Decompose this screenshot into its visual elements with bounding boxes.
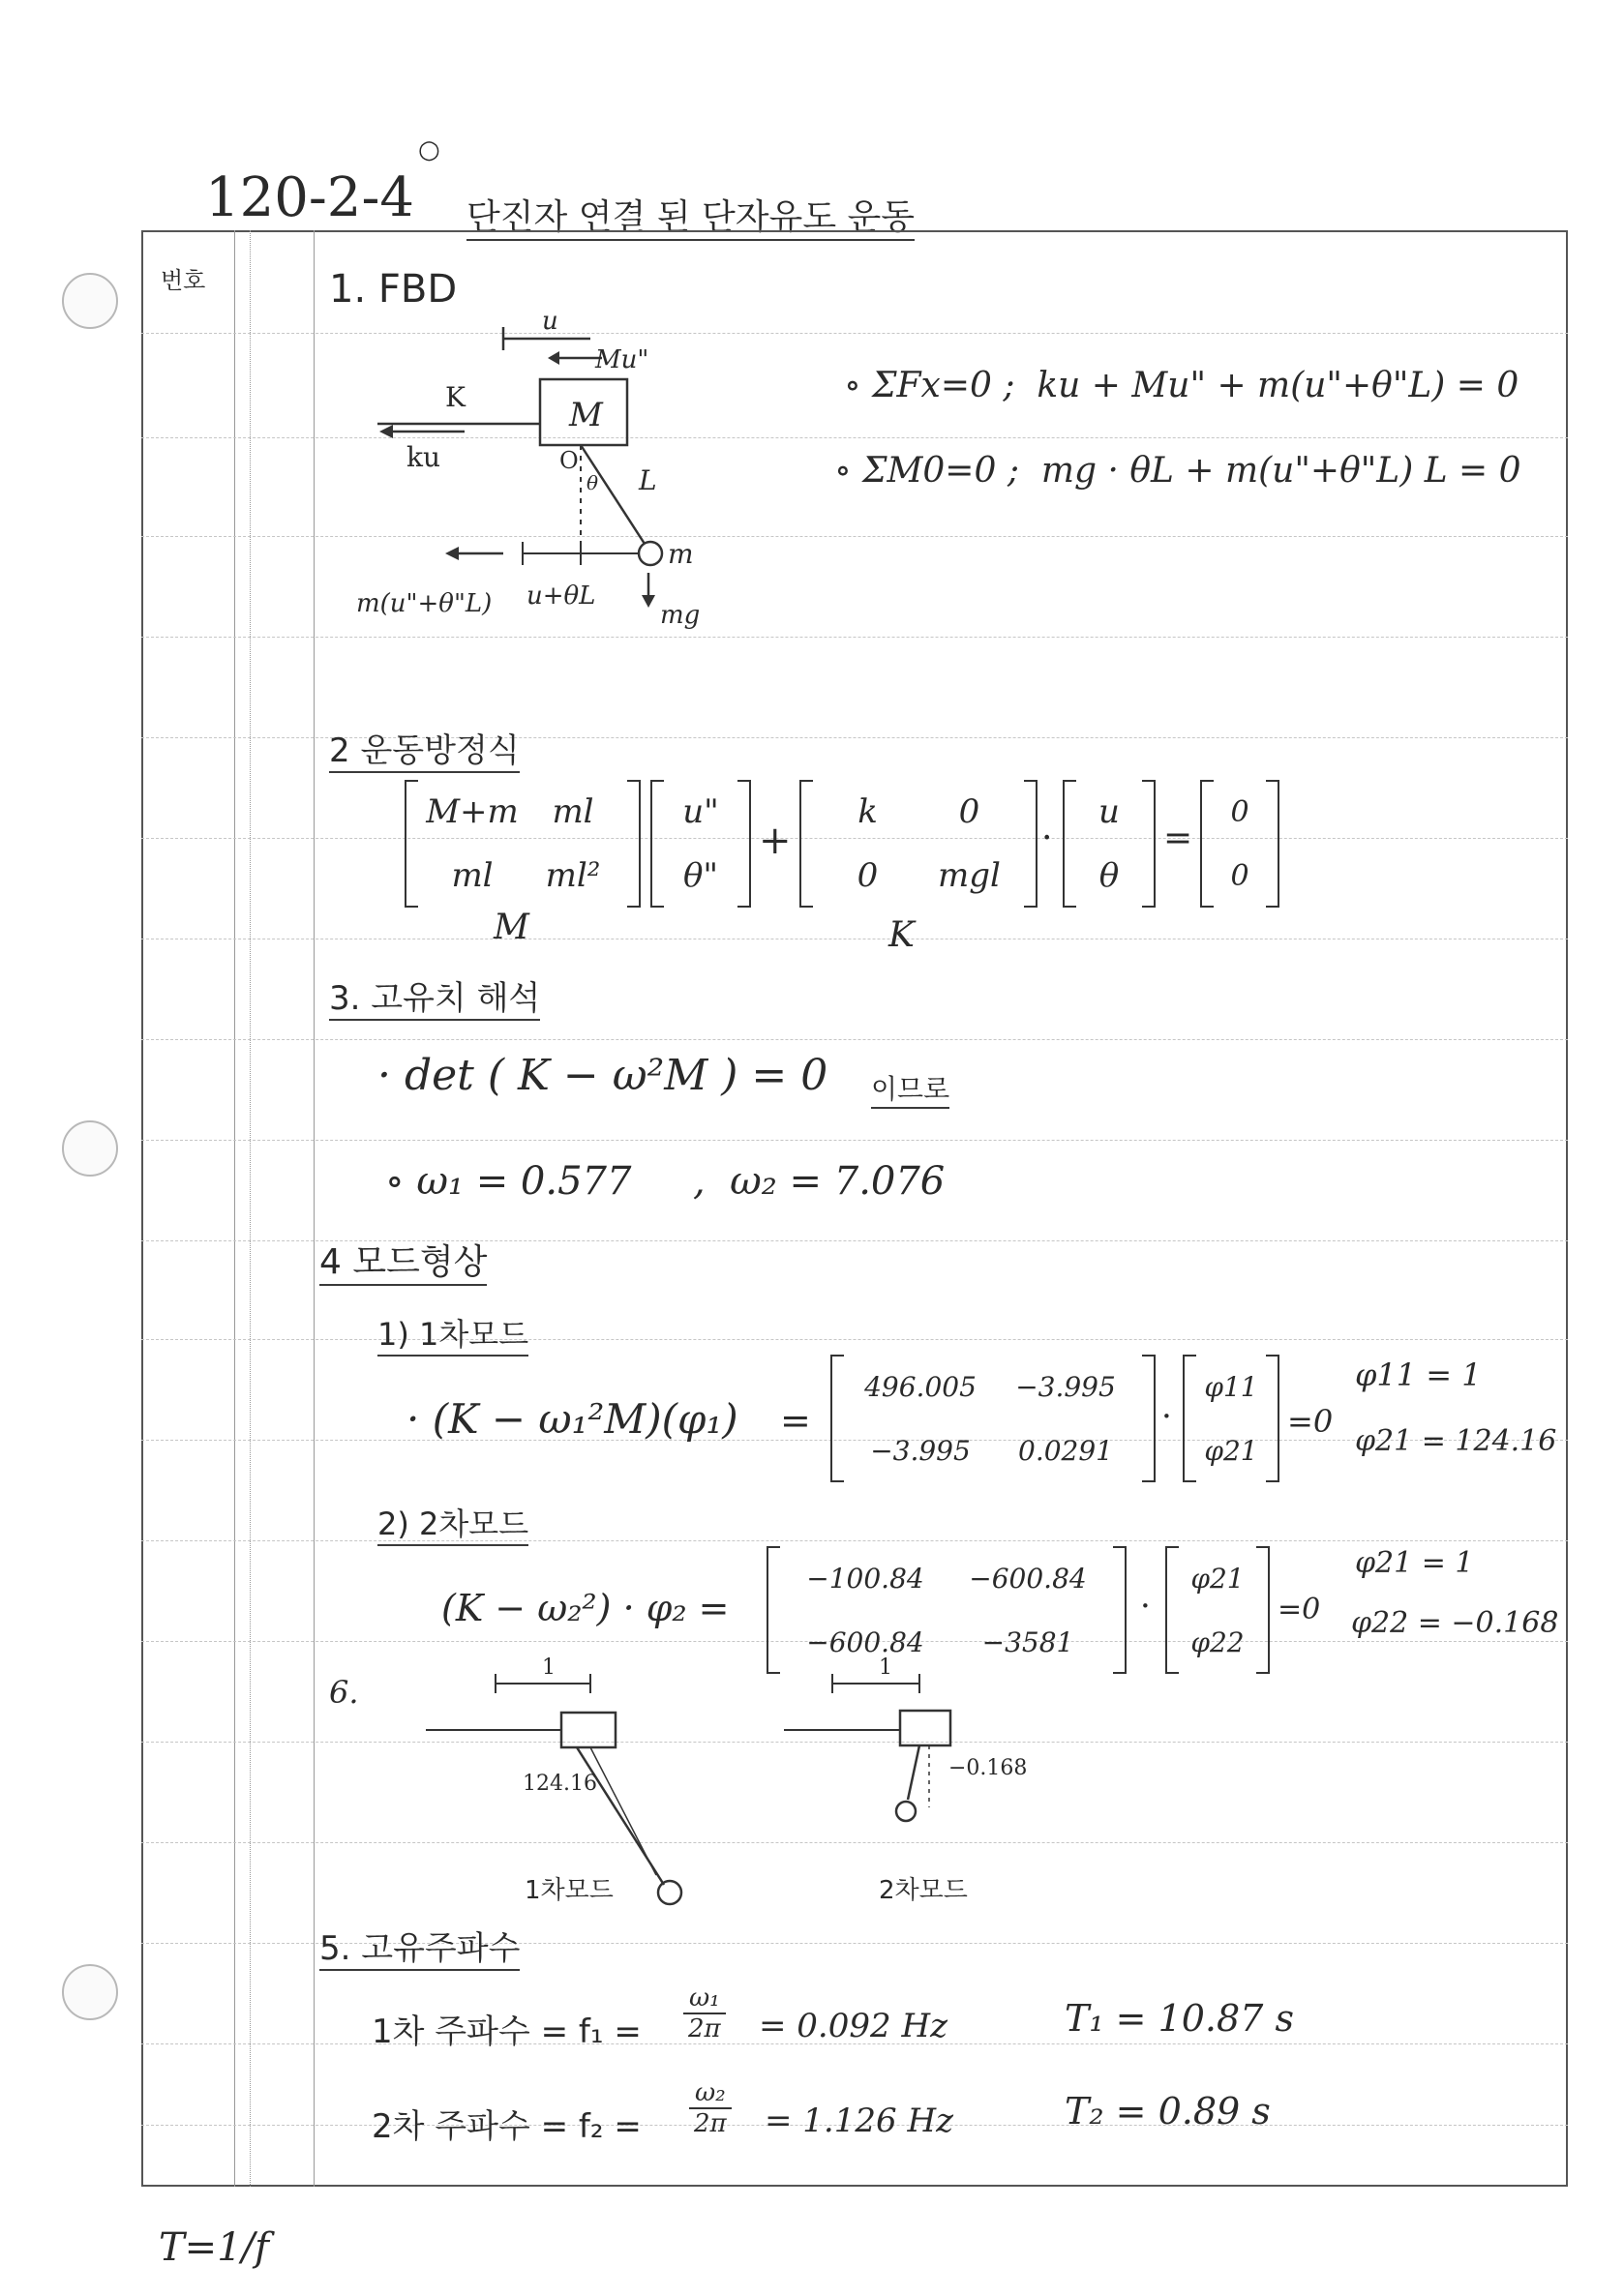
freq2-fraction: [689, 2078, 732, 2138]
matrix-cell: ml: [451, 856, 494, 895]
fbd-theta-label: θ: [586, 471, 599, 494]
mode2-lhs: (K − ω₂²) · φ₂ =: [441, 1587, 730, 1629]
mass-matrix: [405, 780, 641, 908]
margin-line: [234, 230, 235, 2187]
zero-vector: [1200, 780, 1279, 908]
binder-hole: [62, 1120, 118, 1177]
matrix-cell: mgl: [938, 856, 1001, 895]
vector-cell: u": [682, 792, 719, 831]
mode2-shape-value: −0.168: [948, 1756, 1028, 1780]
margin-line: [314, 230, 315, 2187]
fbd-bob-label: m: [668, 538, 694, 570]
mode1-unit-label: 1: [542, 1655, 556, 1680]
mode-shape-sketch: [406, 1645, 1084, 1916]
vector-cell: θ": [682, 856, 719, 895]
fbd-force-equation: ∘ ΣFx=0 ; ku + Mu" + m(u"+θ"L) = 0: [844, 366, 1519, 405]
mode1-caption: 1차모드: [525, 1876, 614, 1905]
fbd-spring-label: K: [445, 381, 466, 413]
matrix-cell: 496.005: [864, 1370, 977, 1403]
freq1-value: = 0.092 Hz: [759, 2007, 948, 2045]
equals-sign: =: [1163, 819, 1193, 858]
matrix-cell: M+m: [426, 792, 519, 831]
rule-line: [141, 1140, 1568, 1141]
omega1-value: ∘ ω₁ = 0.577: [385, 1159, 632, 1204]
mass-matrix-label: M: [494, 908, 529, 947]
vector-cell: φ21: [1204, 1434, 1258, 1467]
footer-note: T=1/f: [159, 2225, 269, 2270]
fbd-gravity-label: mg: [660, 601, 701, 630]
rule-line: [141, 1039, 1568, 1040]
acceleration-vector: [650, 780, 751, 908]
vector-cell: 0: [1230, 858, 1249, 893]
period1-value: T₁ = 10.87 s: [1065, 1997, 1294, 2040]
mode1-equals: =: [780, 1399, 811, 1442]
mode1-vector: [1183, 1355, 1279, 1482]
freq2-numerator: ω₂: [689, 2078, 732, 2109]
mode2-label: 2) 2차모드: [377, 1500, 528, 1546]
mode2-caption: 2차모드: [879, 1876, 968, 1905]
fbd-diagram: [348, 300, 774, 648]
mode2-unit-label: 1: [879, 1655, 892, 1680]
fbd-mass-label: M: [569, 396, 603, 434]
mode2-dot: ·: [1140, 1587, 1151, 1625]
omega2-value: , ω₂ = 7.076: [693, 1159, 946, 1204]
fbd-u-label: u: [542, 307, 558, 336]
freq2-value: = 1.126 Hz: [765, 2102, 954, 2140]
fbd-pivot-label: O: [559, 447, 579, 474]
sketch-bullet: 6.: [329, 1674, 359, 1711]
fbd-spring-force-label: ku: [406, 441, 440, 473]
vector-cell: φ22: [1190, 1625, 1245, 1658]
matrix-cell: −3581: [981, 1625, 1074, 1658]
mode1-rhs: =0: [1287, 1403, 1334, 1440]
section-3-heading: 3. 고유치 해석: [329, 971, 540, 1021]
section-1-heading: 1. FBD: [329, 267, 458, 312]
section-2-heading: 2 운동방정식: [329, 724, 520, 773]
matrix-cell: 0.0291: [1018, 1434, 1113, 1467]
mode1-lhs: · (K − ω₁²M)(φ₁): [406, 1395, 738, 1443]
freq1-name: 1차 주파수 = f₁ =: [372, 2013, 642, 2051]
matrix-cell: ml: [552, 792, 594, 831]
vector-cell: θ: [1098, 856, 1120, 895]
matrix-cell: ml²: [545, 856, 601, 895]
matrix-cell: −3.995: [1015, 1370, 1116, 1403]
period2-value: T₂ = 0.89 s: [1065, 2090, 1271, 2132]
mode1-result-2: φ21 = 124.16: [1355, 1424, 1557, 1458]
fbd-moment-equation: ∘ ΣM0=0 ; mg · θL + m(u"+θ"L) L = 0: [834, 451, 1521, 491]
vector-cell: φ21: [1190, 1562, 1245, 1595]
fbd-pendulum-inertia-label: m(u"+θ"L): [356, 589, 493, 618]
matrix-cell: −600.84: [969, 1562, 1087, 1595]
stiffness-matrix: [799, 780, 1038, 908]
binder-hole: [62, 273, 118, 329]
header-title: 120-2-4: [205, 166, 414, 229]
section-5-heading: 5. 고유주파수: [319, 1922, 520, 1971]
mode2-result-1: φ21 = 1: [1355, 1546, 1474, 1580]
mode2-result-2: φ22 = −0.168: [1351, 1606, 1559, 1640]
mode1-label: 1) 1차모드: [377, 1310, 528, 1357]
dot-operator: ·: [1041, 819, 1053, 858]
determinant-note: 이므로: [871, 1068, 949, 1109]
mode2-vector: [1165, 1546, 1270, 1674]
matrix-cell: 0: [958, 792, 980, 831]
rule-line: [141, 1339, 1568, 1340]
vector-cell: u: [1098, 792, 1120, 831]
fbd-length-label: L: [639, 464, 657, 496]
freq1-denominator: 2π: [687, 2014, 721, 2043]
mode1-dot: ·: [1161, 1397, 1172, 1436]
mode1-shape-value: 124.16: [523, 1772, 597, 1796]
matrix-cell: −100.84: [806, 1562, 924, 1595]
rule-line: [141, 1540, 1568, 1541]
margin-line: [250, 230, 251, 2187]
fbd-inertia-label: Mu": [595, 345, 649, 374]
vector-cell: 0: [1230, 794, 1249, 829]
matrix-cell: −3.995: [870, 1434, 971, 1467]
header-circle-mark: ○: [418, 135, 440, 164]
plus-sign: +: [759, 819, 792, 863]
binder-hole: [62, 1964, 118, 2020]
displacement-vector: [1063, 780, 1156, 908]
stiffness-matrix-label: K: [888, 915, 915, 955]
mode1-matrix: [830, 1355, 1156, 1482]
pendulum-bob: [639, 542, 662, 565]
mode1-result-1: φ11 = 1: [1355, 1357, 1482, 1393]
freq1-numerator: ω₁: [683, 1983, 726, 2014]
matrix-cell: −600.84: [806, 1625, 924, 1658]
section-4-heading: 4 모드형상: [319, 1235, 487, 1286]
matrix-cell: k: [857, 792, 878, 831]
header-subtitle: 단진자 연결 된 단자유도 운동: [466, 190, 915, 241]
vector-cell: φ11: [1204, 1370, 1258, 1403]
freq2-name: 2차 주파수 = f₂ =: [372, 2107, 642, 2146]
number-label: 번호: [161, 267, 206, 294]
fbd-pendulum-disp-label: u+θL: [526, 581, 596, 611]
determinant-equation: · det ( K − ω²M ) = 0: [377, 1051, 828, 1100]
mode2-rhs: =0: [1278, 1593, 1321, 1626]
freq2-denominator: 2π: [693, 2109, 727, 2138]
matrix-cell: 0: [857, 856, 879, 895]
freq1-fraction: [683, 1983, 726, 2043]
